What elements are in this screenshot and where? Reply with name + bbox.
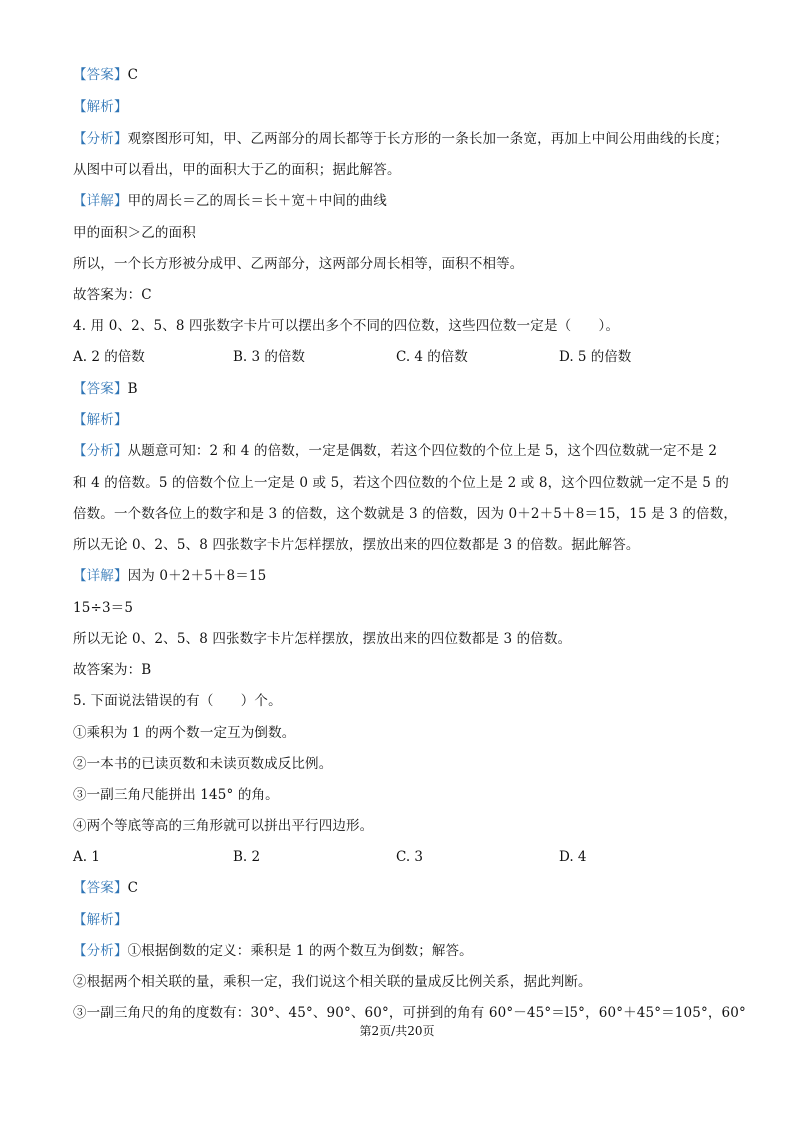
answer-tag: 【答案】 — [73, 880, 128, 896]
answer-tag: 【答案】 — [73, 67, 128, 83]
q3-fenxi-line-2: 从图中可以看出，甲的面积大于乙的面积；据此解答。 — [73, 162, 401, 178]
q5-option-d: D. 4 — [559, 849, 587, 865]
q5-statement-4: ④两个等底等高的三角形就可以拼出平行四边形。 — [73, 818, 374, 834]
q4-fenxi-line-1 — [73, 441, 717, 461]
q4-fenxi-line-4: 所以无论 0、2、5、8 四张数字卡片怎样摆放，摆放出来的四位数都是 3 的倍数。据此解答。 — [73, 537, 640, 553]
fenxi-text: 从题意可知：2 和 4 的倍数，一定是偶数，若这个四位数的个位上是 5，这个四位数就一定不是 2 — [127, 443, 718, 459]
q3-answer-line — [73, 65, 138, 85]
q3-detail-line-1 — [73, 191, 387, 211]
answer-value: C — [127, 880, 139, 896]
q4-fenxi-line-2: 和 4 的倍数。5 的倍数个位上一定是 0 或 5，若这个四位数的个位上是 2 或 8，这个四位数就一定不是 5 的 — [73, 475, 730, 491]
q5-fenxi-line-2: ②根据两个相关联的量，乘积一定，我们说这个相关联的量成反比例关系，据此判断。 — [73, 974, 592, 990]
fenxi-text: 观察图形可知，甲、乙两部分的周长都等于长方形的一条长加一条宽，再加上中间公用曲线的长度； — [127, 131, 729, 147]
detail-tag: 【详解】 — [73, 193, 128, 209]
q5-answer-line — [73, 878, 138, 898]
q4-option-c: C. 4 的倍数 — [396, 349, 468, 365]
q4-option-d: D. 5 的倍数 — [559, 349, 632, 365]
fenxi-tag: 【分析】 — [73, 443, 128, 459]
q4-option-b: B. 3 的倍数 — [233, 349, 305, 365]
q4-stem: 4. 用 0、2、5、8 四张数字卡片可以摆出多个不同的四位数，这些四位数一定是（ ）。 — [73, 318, 620, 334]
detail-text: 甲的周长＝乙的周长＝长＋宽＋中间的曲线 — [127, 193, 387, 209]
q3-fenxi-line-1 — [73, 129, 728, 149]
detail-text: 因为 0＋2＋5＋8＝15 — [127, 568, 267, 584]
answer-value: B — [127, 381, 138, 397]
q5-option-c: C. 3 — [396, 849, 424, 865]
q4-answer-line — [73, 379, 138, 399]
q5-stem: 5. 下面说法错误的有（ ）个。 — [73, 693, 282, 709]
q3-analysis-tag: 【解析】 — [73, 99, 128, 115]
q4-option-a: A. 2 的倍数 — [73, 349, 145, 365]
fenxi-tag: 【分析】 — [73, 131, 128, 147]
answer-value: C — [127, 67, 139, 83]
q4-detail-line-2: 15÷3＝5 — [73, 600, 134, 616]
q4-detail-line-1 — [73, 566, 266, 586]
answer-tag: 【答案】 — [73, 381, 128, 397]
q5-analysis-tag: 【解析】 — [73, 912, 128, 928]
q5-statement-3: ③一副三角尺能拼出 145° 的角。 — [73, 787, 279, 803]
fenxi-tag: 【分析】 — [73, 943, 128, 959]
q5-option-a: A. 1 — [73, 849, 100, 865]
q4-fenxi-line-3: 倍数。一个数各位上的数字和是 3 的倍数，这个数就是 3 的倍数，因为 0＋2＋5＋8＝15，15 是 3 的倍数， — [73, 506, 738, 522]
page-number-footer: 第2页/共20页 — [359, 1024, 435, 1038]
detail-tag: 【详解】 — [73, 568, 128, 584]
q3-detail-line-2: 甲的面积＞乙的面积 — [73, 225, 196, 241]
q4-conclusion: 故答案为：B — [73, 662, 152, 678]
q3-conclusion: 故答案为：C — [73, 287, 152, 303]
q5-statement-1: ①乘积为 1 的两个数一定互为倒数。 — [73, 725, 296, 741]
q5-statement-2: ②一本书的已读页数和未读页数成反比例。 — [73, 756, 333, 772]
q3-detail-line-3: 所以，一个长方形被分成甲、乙两部分，这两部分周长相等，面积不相等。 — [73, 256, 524, 272]
q4-detail-line-3: 所以无论 0、2、5、8 四张数字卡片怎样摆放，摆放出来的四位数都是 3 的倍数。 — [73, 631, 572, 647]
q5-fenxi-line-3: ③一副三角尺的角的度数有：30°、45°、90°、60°，可拼到的角有 60°－45°＝l5°，60°＋45°＝105°，60° — [73, 1005, 746, 1021]
q5-option-b: B. 2 — [233, 849, 261, 865]
fenxi-text: ①根据倒数的定义：乘积是 1 的两个数互为倒数；解答。 — [127, 943, 473, 959]
q4-analysis-tag: 【解析】 — [73, 412, 128, 428]
q5-fenxi-line-1 — [73, 941, 473, 961]
